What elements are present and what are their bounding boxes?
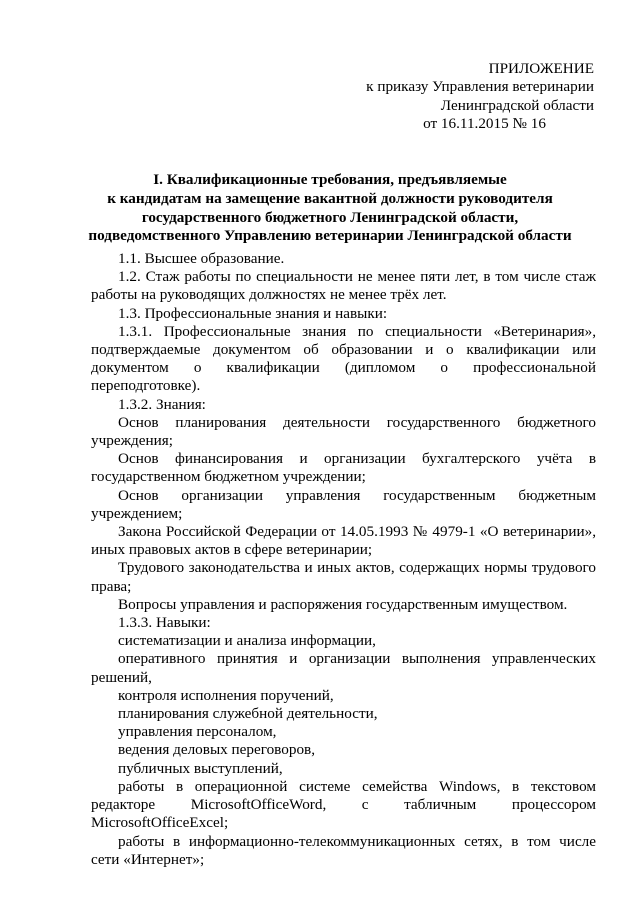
section-title: [60, 171, 600, 246]
paragraph: 1.3.3. Навыки:: [118, 614, 211, 632]
paragraph: 1.2. Стаж работы по специальности не менее пяти лет, в том числе стаж работы на руководящих должностях не менее трёх лет.: [91, 268, 596, 304]
title-line: I. Квалификационные требования, предъявляемые: [153, 171, 507, 188]
paragraph: систематизации и анализа информации,: [118, 632, 376, 650]
title-line: подведомственного Управлению ветеринарии Ленинградской области: [88, 227, 572, 245]
appendix-region: Ленинградской области: [440, 96, 594, 114]
paragraph: работы в операционной системе семейства Windows, в текстовом редакторе MicrosoftOfficeWord, с табличным процессором MicrosoftOfficeExcel;: [91, 777, 596, 832]
title-line: к кандидатам на замещение вакантной должности руководителя: [107, 189, 553, 207]
paragraph: публичных выступлений,: [118, 759, 283, 777]
paragraph: 1.3.1. Профессиональные знания по специальности «Ветеринария», подтверждаемые документом об образовании и о квалификации или документом о квалификации (дипломом о профессиональной переподготовке).: [91, 322, 596, 395]
paragraph: управления персоналом,: [118, 723, 277, 741]
paragraph: планирования служебной деятельности,: [118, 705, 378, 723]
appendix-order-ref: к приказу Управления ветеринарии: [366, 78, 594, 96]
paragraph: Трудового законодательства и иных актов, содержащих нормы трудового права;: [91, 559, 596, 595]
paragraph: 1.3. Профессиональные знания и навыки:: [118, 304, 388, 322]
paragraph: оперативного принятия и организации выполнения управленческих решений,: [91, 650, 596, 686]
paragraph: работы в информационно-телекоммуникационных сетях, в том числе сети «Интернет»;: [91, 832, 596, 868]
paragraph: Основ организации управления государственным бюджетным учреждением;: [91, 486, 596, 522]
paragraph: 1.1. Высшее образование.: [118, 250, 285, 267]
document-body: [91, 250, 596, 869]
paragraph: ведения деловых переговоров,: [118, 741, 315, 759]
paragraph: Закона Российской Федерации от 14.05.1993 № 4979-1 «О ветеринарии», иных правовых актов в сфере ветеринарии;: [91, 523, 596, 559]
title-line: государственного бюджетного Ленинградской области,: [141, 208, 519, 226]
appendix-header: [366, 60, 594, 134]
appendix-date-number: от 16.11.2015 № 16: [423, 115, 546, 133]
paragraph: Вопросы управления и распоряжения государственным имуществом.: [118, 595, 568, 613]
paragraph: 1.3.2. Знания:: [118, 395, 206, 413]
appendix-label: ПРИЛОЖЕНИЕ: [488, 60, 594, 77]
paragraph: Основ планирования деятельности государственного бюджетного учреждения;: [91, 413, 596, 450]
paragraph: контроля исполнения поручений,: [118, 686, 334, 704]
paragraph: Основ финансирования и организации бухгалтерского учёта в государственном бюджетном учреждении;: [91, 450, 596, 486]
